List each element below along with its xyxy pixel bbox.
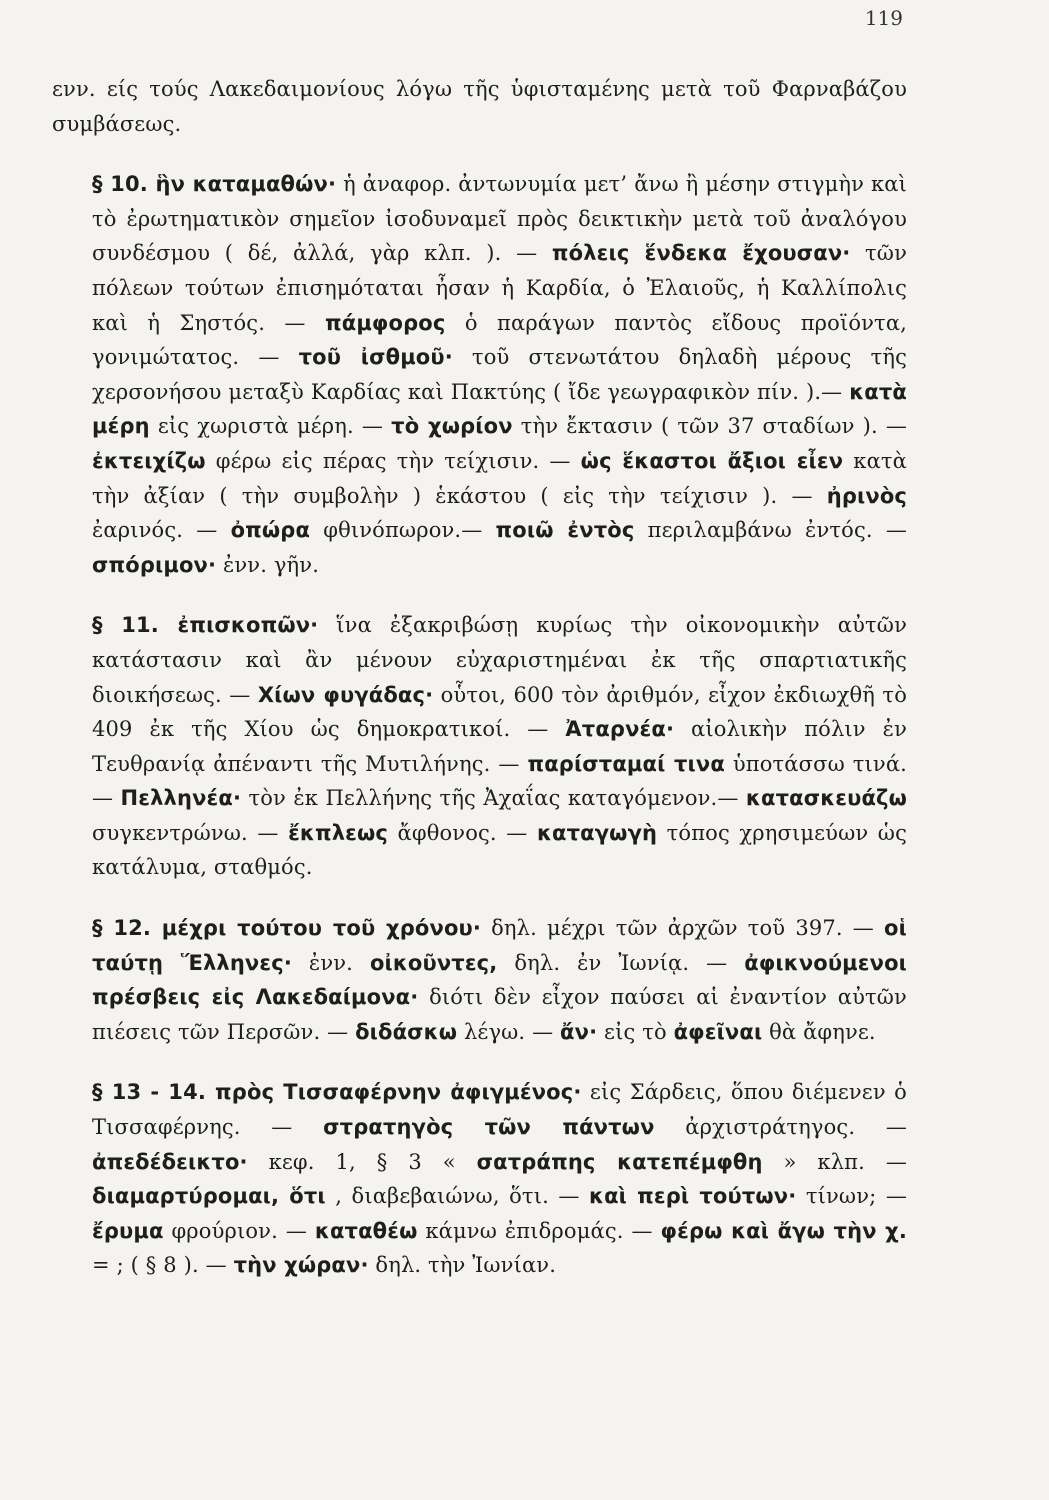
lemma: στρατηγὸς τῶν πάντων <box>323 1115 655 1140</box>
lemma: τὴν χώραν· <box>233 1253 369 1278</box>
gloss-text: κάμνω ἐπιδρομάς. — <box>417 1218 661 1243</box>
gloss-text: εἰς Σάρδεις, ὅπου διέμενεν ὁ Τισσαφέρνης. — <box>92 1080 907 1140</box>
lemma: ὡς ἕκαστοι ἄξιοι εἶεν <box>580 448 844 473</box>
gloss-text: τῶν πόλεων τούτων ἐπισημόταται ἦσαν ἡ Καρδία, ὁ Ἐλαιοῦς, ἡ Καλλίπολις καὶ ἡ Σηστός. — <box>92 241 907 335</box>
gloss-text: τόπος χρησιμεύων ὡς κατάλυμα, σταθμός. <box>92 820 907 880</box>
paragraph-section-10 <box>52 167 907 582</box>
gloss-text: δηλ. μέχρι τῶν ἀρχῶν τοῦ 397. — <box>480 916 885 941</box>
section-number: § 12. <box>92 916 162 941</box>
lemma: πόλεις ἕνδεκα ἔχουσαν· <box>551 241 851 266</box>
lemma: πρὸς Τισσαφέρνην ἀφιγμένος· <box>215 1080 582 1105</box>
gloss-text: εἰς τὸ <box>597 1019 674 1044</box>
lemma: διαμαρτύρομαι, ὅτι <box>92 1184 326 1209</box>
gloss-text: ὑποτάσσω τινά. — <box>92 751 907 811</box>
gloss-text: τὴν ἔκτασιν ( τῶν 37 σταδίων ). — <box>512 414 908 439</box>
lemma: ἄν· <box>560 1019 598 1044</box>
lemma: ἀφικνούμενοι πρέσβεις εἰς Λακεδαίμονα· <box>92 950 907 1010</box>
lemma: Πελληνέα· <box>120 786 242 811</box>
gloss-text: περιλαμβάνω ἐντός. — <box>634 518 907 543</box>
section-number: § 10. <box>92 172 156 197</box>
gloss-text: , διαβεβαιώνω, ὅτι. — <box>325 1184 590 1209</box>
lemma: ἔκπλεως <box>288 820 389 845</box>
gloss-text: κεφ. 1, § 3 « <box>247 1149 477 1174</box>
lemma: Χίων φυγάδας· <box>257 682 434 707</box>
gloss-text: τίνων; — <box>796 1184 907 1209</box>
lemma: σατράπης κατεπέμφθη <box>476 1149 763 1174</box>
lemma: ἔρυμα <box>92 1218 164 1243</box>
lemma: οἱ ταύτῃ Ἕλληνες· <box>92 916 907 975</box>
lemma: σπόριμον· <box>92 552 217 577</box>
lemma: ἐκτειχίζω <box>92 448 206 473</box>
page-number: 119 <box>864 6 903 30</box>
gloss-text: θὰ ἄφηνε. <box>762 1019 876 1044</box>
lemma: πάμφορος <box>324 310 446 335</box>
lemma: φέρω καὶ ἄγω τὴν χ. <box>660 1218 908 1243</box>
paragraph-section-13-14 <box>52 1075 907 1283</box>
lemma: μέχρι τούτου τοῦ χρόνου· <box>161 916 481 941</box>
lemma: κατασκευάζω <box>745 786 907 811</box>
gloss-text: αἰολικὴν πόλιν ἐν Τευθρανίᾳ ἀπέναντι τῆς Μυτιλήνης. — <box>92 717 907 776</box>
lemma: καταγωγὴ <box>536 820 658 845</box>
paragraph-0-continuation <box>52 72 907 141</box>
gloss-text: » κλπ. — <box>762 1149 907 1174</box>
gloss-text: ἵνα ἐξακριβώσῃ κυρίως τὴν οἰκονομικὴν αὐτῶν κατάστασιν καὶ ἂν μένουν εὐχαριστημέναι ἐκ τῆς σπαρτιατικῆς διοικήσεως. — <box>92 613 907 707</box>
paragraph-section-12 <box>52 911 907 1049</box>
section-number: § 13 - 14. <box>92 1080 216 1105</box>
gloss-text: τοῦ στενωτάτου δηλαδὴ μέρους τῆς χερσονήσου μεταξὺ Καρδίας καὶ Πακτύης ( ἴδε γεωγραφικὸν πίν. ).— <box>92 345 907 404</box>
gloss-text: δηλ. τὴν Ἰωνίαν. <box>368 1253 557 1278</box>
lemma: ὀπώρα <box>230 518 311 543</box>
lemma: παρίσταμαί τινα <box>527 751 725 776</box>
lemma: καταθέω <box>314 1218 418 1243</box>
lemma: ἐπισκοπῶν· <box>177 613 319 638</box>
lemma: καὶ περὶ τούτων· <box>589 1184 797 1209</box>
section-number: § 11. <box>92 613 178 638</box>
gloss-text: συγκεντρώνω. — <box>92 820 289 845</box>
gloss-text: εἰς χωριστὰ μέρη. — <box>149 414 392 439</box>
gloss-text: = ; ( § 8 ). — <box>92 1253 234 1278</box>
lemma: κατὰ μέρη <box>92 379 907 439</box>
gloss-text: τὸν ἐκ Πελλήνης τῆς Ἀχαΐας καταγόμενον.— <box>241 786 746 811</box>
lemma: ἀπεδέδεικτο· <box>92 1149 248 1174</box>
gloss-text: ἄφθονος. — <box>388 820 537 845</box>
gloss-text: ἐαρινός. — <box>92 518 231 543</box>
gloss-text: δηλ. ἐν Ἰωνίᾳ. — <box>497 950 745 975</box>
lemma: ποιῶ ἐντὸς <box>495 518 635 543</box>
gloss-text: διότι δὲν εἶχον παύσει αἱ ἐναντίον αὐτῶν πιέσεις τῶν Περσῶν. — <box>92 985 907 1044</box>
gloss-text: ὁ παράγων παντὸς εἴδους προϊόντα, γονιμώτατος. — <box>92 310 907 370</box>
lemma: τὸ χωρίον <box>391 414 513 439</box>
lemma: οἰκοῦντες, <box>369 950 498 975</box>
gloss-text: κατὰ τὴν ἀξίαν ( τὴν συμβολὴν ) ἑκάστου ( εἰς τὴν τείχισιν ). — <box>92 448 907 508</box>
gloss-text: οὗτοι, 600 τὸν ἀριθμόν, εἶχον ἐκδιωχθῆ τὸ 409 ἐκ τῆς Χίου ὡς δημοκρατικοί. — <box>92 682 907 742</box>
lemma: ἣν καταμαθών· <box>155 172 337 197</box>
gloss-text: ἡ ἀναφορ. ἀντωνυμία μετ’ ἄνω ἢ μέσην στιγμὴν καὶ τὸ ἐρωτηματικὸν σημεῖον ἰσοδυναμεῖ πρὸς δεικτικὴν μετὰ τοῦ ἀναλόγου συνδέσμου ( δέ, ἀλλά, γὰρ κλπ. ). — <box>92 172 907 266</box>
gloss-text: λέγω. — <box>457 1019 561 1044</box>
commentary-text <box>52 72 907 1283</box>
paragraph-section-11 <box>52 608 907 885</box>
gloss-text: φθινόπωρον.— <box>310 518 496 543</box>
gloss-text: ἐνν. γῆν. <box>216 552 320 577</box>
lemma: ἠρινὸς <box>826 483 907 508</box>
gloss-text: φρούριον. — <box>163 1218 315 1243</box>
lemma: διδάσκω <box>355 1019 458 1044</box>
gloss-text: ἀρχιστράτηγος. — <box>654 1115 907 1140</box>
gloss-text: φέρω εἰς πέρας τὴν τείχισιν. — <box>205 448 581 473</box>
lemma: ἀφεῖναι <box>673 1019 763 1044</box>
gloss-text: ενν. είς τούς Λακεδαιμονίους λόγω τῆς ὑφισταμένης μετὰ τοῦ Φαρναβάζου συμβάσεως. <box>52 77 907 136</box>
lemma: Ἀταρνέα· <box>565 717 675 742</box>
gloss-text: ἐνν. <box>291 950 370 975</box>
lemma: τοῦ ἰσθμοῦ· <box>298 345 453 370</box>
